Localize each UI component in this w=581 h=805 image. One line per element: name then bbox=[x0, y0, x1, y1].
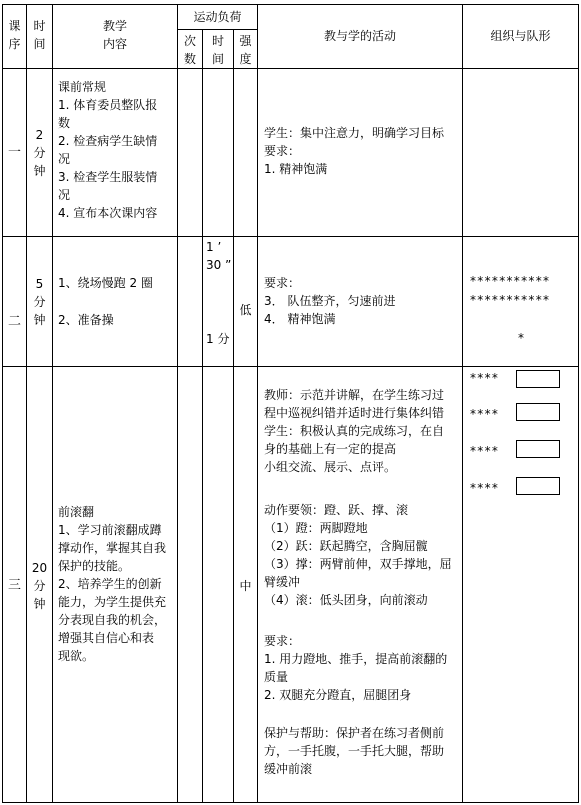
row3-time-line-2: 分 bbox=[33, 579, 46, 593]
row3-activity-line: 学生：积极认真的完成练习，在自 bbox=[264, 424, 445, 438]
row3-activity-line: 教师：示范并讲解，在学生练习过 bbox=[264, 388, 445, 402]
row3-content bbox=[58, 503, 166, 665]
header-load: 运动负荷 bbox=[193, 10, 242, 24]
row1-content-line: 数 bbox=[58, 116, 71, 130]
row2-activity-line: 3． 队伍整齐，匀速前进 bbox=[264, 294, 396, 308]
header-times-char-2: 数 bbox=[183, 52, 196, 66]
row2-duration-3: 1 分 bbox=[206, 332, 230, 346]
header-content bbox=[53, 17, 177, 53]
row2-time bbox=[27, 275, 52, 329]
header-bottom-line bbox=[2, 68, 579, 69]
row2-time-line-2: 分 bbox=[33, 295, 46, 309]
header-order-char-2: 序 bbox=[8, 37, 21, 51]
row1-activity-line: 1. 精神饱满 bbox=[264, 162, 328, 176]
row2-duration-1: 1 ’ bbox=[206, 240, 222, 254]
row3-activity-block-4 bbox=[264, 724, 444, 778]
row3-content-line: 能力，为学生提供充 bbox=[58, 595, 167, 609]
row3-activity-line: 动作要领：蹬、跃、撑、滚 bbox=[264, 503, 409, 517]
header-order bbox=[3, 17, 26, 53]
col-divider-5 bbox=[233, 29, 234, 803]
row3-activity-line: 臂缓冲 bbox=[264, 575, 301, 589]
row3-time-line-3: 钟 bbox=[33, 597, 46, 611]
table-border-bottom bbox=[2, 802, 579, 803]
row3-activity-block-3 bbox=[264, 632, 447, 704]
row3-activity-line: （2）跃：跃起腾空，含胸屈髋 bbox=[264, 539, 428, 553]
load-header-divider bbox=[177, 29, 257, 30]
row3-content-line: 前滚翻 bbox=[58, 505, 95, 519]
row3-content-line: 增强其自信心和表 bbox=[58, 631, 155, 645]
row3-activity-line: 要求： bbox=[264, 634, 301, 648]
row3-content-line: 2、培养学生的创新 bbox=[58, 577, 162, 591]
header-time bbox=[27, 17, 52, 53]
row3-formation-stars-2: **** bbox=[470, 407, 500, 421]
header-duration bbox=[203, 32, 233, 68]
row1-activity-line: 要求： bbox=[264, 144, 301, 158]
header-time-char-1: 时 bbox=[33, 19, 46, 33]
formation-box bbox=[516, 440, 560, 458]
row3-activity-line: 小组交流、展示、点评。 bbox=[264, 460, 397, 474]
col-divider-6 bbox=[257, 4, 258, 803]
header-organization: 组织与队形 bbox=[490, 29, 551, 43]
header-activity: 教与学的活动 bbox=[323, 29, 396, 43]
row2-time-line-3: 钟 bbox=[33, 313, 46, 327]
row3-formation-stars-3: **** bbox=[470, 444, 500, 458]
row2-activity bbox=[264, 274, 395, 328]
header-intensity-char-2: 度 bbox=[239, 52, 252, 66]
table-border-left bbox=[2, 4, 3, 803]
header-content-line-2: 内容 bbox=[102, 37, 127, 51]
formation-box bbox=[516, 370, 560, 388]
row3-activity-line: 2. 双腿充分蹬直，屈腿团身 bbox=[264, 688, 412, 702]
row3-formation-stars-4: **** bbox=[470, 481, 500, 495]
row2-content-line-2: 2、准备操 bbox=[58, 313, 114, 327]
row3-time-line-1: 20 bbox=[31, 561, 48, 575]
row1-time-line-3: 钟 bbox=[33, 164, 46, 178]
row2-bottom-line bbox=[2, 366, 579, 367]
header-intensity bbox=[234, 32, 257, 68]
row3-activity-line: 身的基础上有一定的提高 bbox=[264, 442, 397, 456]
row2-activity-line: 要求： bbox=[264, 276, 301, 290]
row3-content-line: 分表现自我的机会， bbox=[58, 613, 167, 627]
formation-box bbox=[516, 403, 560, 421]
header-times-char-1: 次 bbox=[183, 34, 196, 48]
row3-content-line: 撑动作，掌握其自我 bbox=[58, 541, 167, 555]
row1-time-line-1: 2 bbox=[35, 128, 44, 142]
row3-content-line: 1、学习前滚翻成蹲 bbox=[58, 523, 162, 537]
header-duration-char-2: 间 bbox=[211, 52, 224, 66]
row3-activity-line: （3）撑：两臂前伸，双手撑地，屈 bbox=[264, 557, 452, 571]
row3-content-line: 保护的技能。 bbox=[58, 559, 131, 573]
header-times bbox=[178, 32, 202, 68]
header-time-char-2: 间 bbox=[33, 37, 46, 51]
header-duration-char-1: 时 bbox=[211, 34, 224, 48]
row1-content-line: 4. 宣布本次课内容 bbox=[58, 206, 158, 220]
col-divider-1 bbox=[26, 4, 27, 803]
table-border-top bbox=[2, 4, 579, 5]
row3-activity-block-1 bbox=[264, 386, 444, 476]
row3-activity-line: （1）蹬：两脚蹬地 bbox=[264, 521, 368, 535]
row1-activity bbox=[264, 124, 444, 178]
row3-intensity: 中 bbox=[239, 579, 252, 593]
row3-activity-line: 缓冲前滚 bbox=[264, 762, 313, 776]
header-intensity-char-1: 强 bbox=[239, 34, 252, 48]
formation-box bbox=[516, 477, 560, 495]
row2-activity-line: 4． 精神饱满 bbox=[264, 312, 336, 326]
row1-content bbox=[58, 78, 157, 222]
col-divider-7 bbox=[462, 4, 463, 803]
row3-activity-line: 保护与帮助：保护者在练习者侧前 bbox=[264, 726, 445, 740]
row2-duration-2: 30 ” bbox=[206, 258, 232, 272]
row1-content-line: 课前常规 bbox=[58, 80, 107, 94]
row3-activity-line: 程中巡视纠错并适时进行集体纠错 bbox=[264, 406, 445, 420]
row1-time bbox=[27, 126, 52, 180]
row2-content-line-1: 1、绕场慢跑 2 圈 bbox=[58, 276, 153, 290]
row1-content-line: 况 bbox=[58, 152, 71, 166]
row3-activity-line: （4）滚：低头团身，向前滚动 bbox=[264, 593, 428, 607]
row1-content-line: 2. 检查病学生缺情 bbox=[58, 134, 158, 148]
row2-formation-line-3: * bbox=[518, 331, 524, 345]
row2-formation-line-1: *********** bbox=[470, 274, 551, 288]
col-divider-2 bbox=[52, 4, 53, 803]
table-border-right bbox=[578, 4, 579, 803]
row1-bottom-line bbox=[2, 236, 579, 237]
row2-order: 二 bbox=[7, 314, 21, 329]
row1-order: 一 bbox=[7, 145, 21, 160]
col-divider-3 bbox=[177, 4, 178, 803]
col-divider-4 bbox=[202, 29, 203, 803]
row3-activity-line: 1. 用力蹬地、推手，提高前滚翻的 bbox=[264, 652, 448, 666]
row3-formation-stars-1: **** bbox=[470, 371, 500, 385]
row2-intensity: 低 bbox=[239, 303, 252, 317]
row1-content-line: 3. 检查学生服装情 bbox=[58, 170, 158, 184]
row3-activity-line: 方，一手托腹，一手托大腿，帮助 bbox=[264, 744, 445, 758]
row2-formation-line-2: *********** bbox=[470, 293, 551, 307]
header-content-line-1: 教学 bbox=[102, 19, 127, 33]
row1-content-line: 况 bbox=[58, 188, 71, 202]
row1-time-line-2: 分 bbox=[33, 146, 46, 160]
row3-order: 三 bbox=[7, 578, 21, 593]
row3-content-line: 现欲。 bbox=[58, 649, 95, 663]
header-order-char-1: 课 bbox=[8, 19, 21, 33]
row3-activity-block-2 bbox=[264, 501, 452, 609]
row3-activity-line: 质量 bbox=[264, 670, 289, 684]
row2-time-line-1: 5 bbox=[35, 277, 44, 291]
row1-activity-line: 学生：集中注意力，明确学习目标 bbox=[264, 126, 445, 140]
row1-content-line: 1. 体育委员整队报 bbox=[58, 98, 158, 112]
row3-time bbox=[27, 559, 52, 613]
